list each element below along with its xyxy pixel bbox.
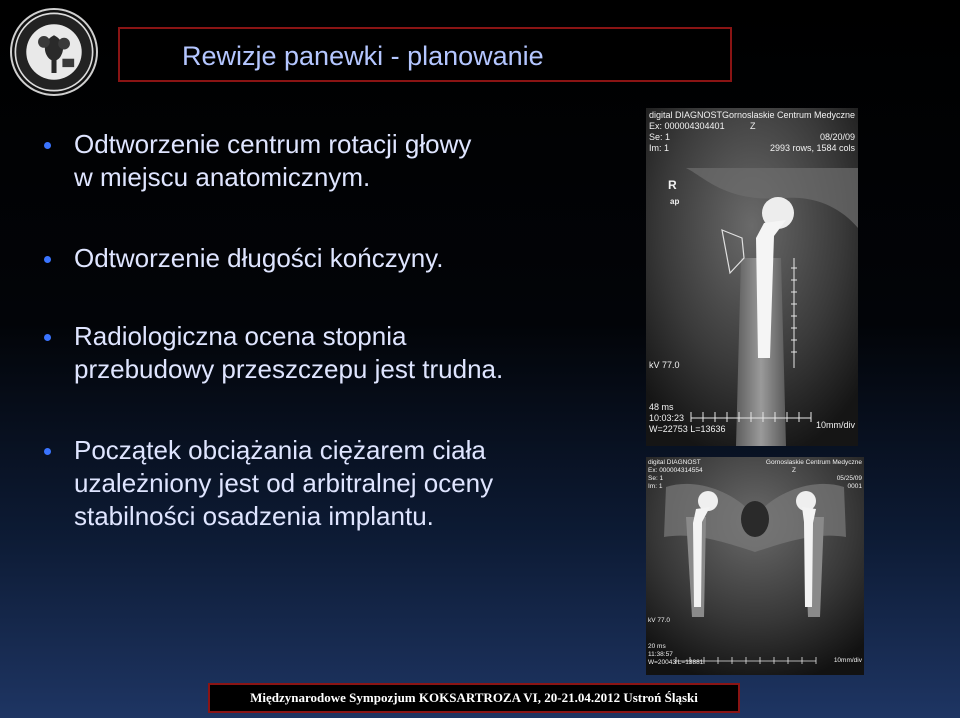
xray-image-pelvis	[646, 457, 864, 675]
bullet-line: w miejscu anatomicznym.	[74, 162, 371, 192]
xray-image-ap-hip	[646, 108, 858, 446]
xray-header-right: Gornoslaskie Centrum Medyczne	[765, 459, 862, 466]
xray-kv: kV 77.0	[648, 617, 671, 624]
bullet-line: stabilności osadzenia implantu.	[74, 501, 434, 531]
xray-header-right: 0001	[847, 483, 862, 490]
xray-time: 11:38:57	[648, 651, 673, 658]
bullet-line: przebudowy przeszczepu jest trudna.	[74, 354, 504, 384]
bullet-dot-icon	[44, 334, 51, 341]
xray-view-marker: ap	[670, 197, 680, 206]
xray-header-right: Z	[792, 467, 796, 474]
xray-header-left: Ex: 000004304401	[649, 121, 725, 131]
bullet-line: Radiologiczna ocena stopnia	[74, 321, 407, 351]
xray-kv: kV 77.0	[649, 360, 680, 370]
xray-header-right: 2993 rows, 1584 cols	[769, 143, 855, 153]
xray-ms: 20 ms	[648, 643, 666, 650]
xray-window: W=22753 L=13636	[649, 424, 726, 434]
xray-header-left: digital DIAGNOST	[649, 110, 723, 120]
xray-header-right: Z	[750, 121, 756, 131]
title-box	[118, 27, 732, 82]
xray-header-right: 08/20/09	[819, 132, 855, 142]
bullet-line: uzależniony jest od arbitralnej oceny	[74, 468, 494, 498]
xray-header-right: 05/25/09	[836, 475, 862, 482]
xray-header-left: Ex: 000004314554	[648, 467, 703, 474]
xray-header-right: Gornoslaskie Centrum Medyczne	[721, 110, 855, 120]
xray-time: 10:03:23	[649, 413, 685, 423]
xray-header-left: Im: 1	[648, 483, 663, 490]
bullet-line: Początek obciążania ciężarem ciała	[74, 435, 486, 465]
xray-header-left: Se: 1	[648, 475, 664, 482]
bullet-dot-icon	[44, 448, 51, 455]
xray-scale: 10mm/div	[815, 420, 855, 430]
xray-ms: 48 ms	[649, 402, 674, 412]
xray-header-left: Se: 1	[649, 132, 671, 142]
xray-header-left: Im: 1	[649, 143, 670, 153]
bullet-dot-icon	[44, 142, 51, 149]
bullet-dot-icon	[44, 256, 51, 263]
society-logo-icon	[10, 8, 98, 96]
xray-window: W=20043 L=13881	[648, 659, 704, 666]
xray-header-left: digital DIAGNOST	[648, 459, 701, 466]
xray-side-marker: R	[668, 178, 677, 192]
slide-title: Rewizje panewki - planowanie	[182, 41, 544, 71]
footer-banner: Międzynarodowe Sympozjum KOKSARTROZA VI, 20-21.04.2012 Ustroń Śląski	[208, 683, 740, 713]
bullet-line: Odtworzenie centrum rotacji głowy	[74, 129, 472, 159]
bullet-line: Odtworzenie długości kończyny.	[74, 243, 444, 273]
xray-scale: 10mm/div	[833, 657, 862, 664]
